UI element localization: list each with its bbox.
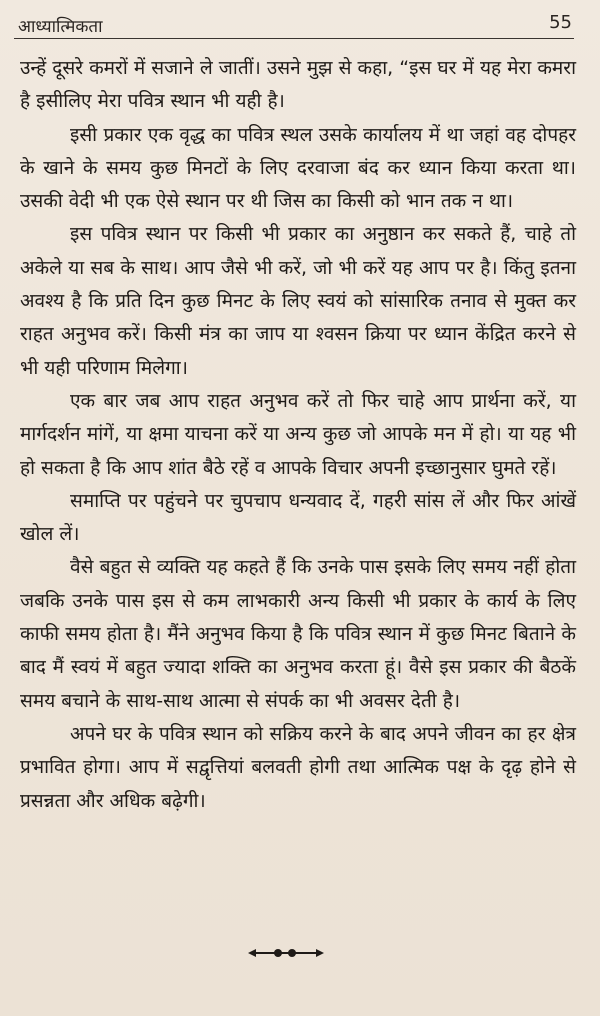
paragraph-7: अपने घर के पवित्र स्थान को सक्रिय करने के बाद अपने जीवन का हर क्षेत्र प्रभावित होगा। आप में सद्वृत्तियां बलवती होगी तथा आत्मिक पक्ष के दृढ़ होने से प्रसन्नता और अधिक बढ़ेगी। xyxy=(20,722,576,812)
paragraph-3: इस पवित्र स्थान पर किसी भी प्रकार का अनुष्ठान कर सकते हैं, चाहे तो अकेले या सब के साथ। आप जैसे भी करें, जो भी करें यह आप पर है। किंतु इतना अवश्य है कि प्रति दिन कुछ मिनट के लिए स्वयं को सांसारिक तनाव से मुक्त कर राहत अनुभव करें। किसी मंत्र का जाप या श्वसन क्रिया पर ध्यान केंद्रित करने से भी यही परिणाम मिलेगा। xyxy=(20,223,576,379)
paragraph-4: एक बार जब आप राहत अनुभव करें तो फिर चाहे आप प्रार्थना करें, या मार्गदर्शन मांगें, या क्षमा याचना करें या अन्य कुछ जो आपके मन में हो। या यह भी हो सकता है कि आप शांत बैठे रहें व आपके विचार अपनी इच्छानुसार घुमते रहें। xyxy=(20,389,576,479)
end-ornament-icon xyxy=(246,943,326,963)
body-text xyxy=(20,52,576,818)
paragraph-2: इसी प्रकार एक वृद्ध का पवित्र स्थल उसके कार्यालय में था जहां वह दोपहर के खाने के समय कुछ मिनटों के लिए दरवाजा बंद कर ध्यान किया करता था। उसकी वेदी भी एक ऐसे स्थान पर थी जिस का किसी को भान तक न था। xyxy=(20,123,576,213)
page-number: 55 xyxy=(549,12,572,33)
paragraph-6: वैसे बहुत से व्यक्ति यह कहते हैं कि उनके पास इसके लिए समय नहीं होता जबकि उनके पास इस से कम लाभकारी अन्य किसी भी प्रकार के कार्य के लिए काफी समय होता है। मैंने अनुभव किया है कि पवित्र स्थान में कुछ मिनट बिताने के बाद मैं स्वयं में बहुत ज्यादा शक्ति का अनुभव करता हूं। वैसे इस प्रकार की बैठकें समय बचाने के साथ-साथ आत्मा से संपर्क का भी अवसर देती है। xyxy=(20,556,576,712)
header-rule xyxy=(14,38,574,39)
paragraph-5: समाप्ति पर पहुंचने पर चुपचाप धन्यवाद दें, गहरी सांस लें और फिर आंखें खोल लें। xyxy=(20,489,576,546)
running-head: आध्यात्मिकता xyxy=(18,17,103,37)
paragraph-1: उन्हें दूसरे कमरों में सजाने ले जातीं। उसने मुझ से कहा, “इस घर में यह मेरा कमरा है इसीलिए मेरा पवित्र स्थान भी यही है। xyxy=(20,57,576,113)
